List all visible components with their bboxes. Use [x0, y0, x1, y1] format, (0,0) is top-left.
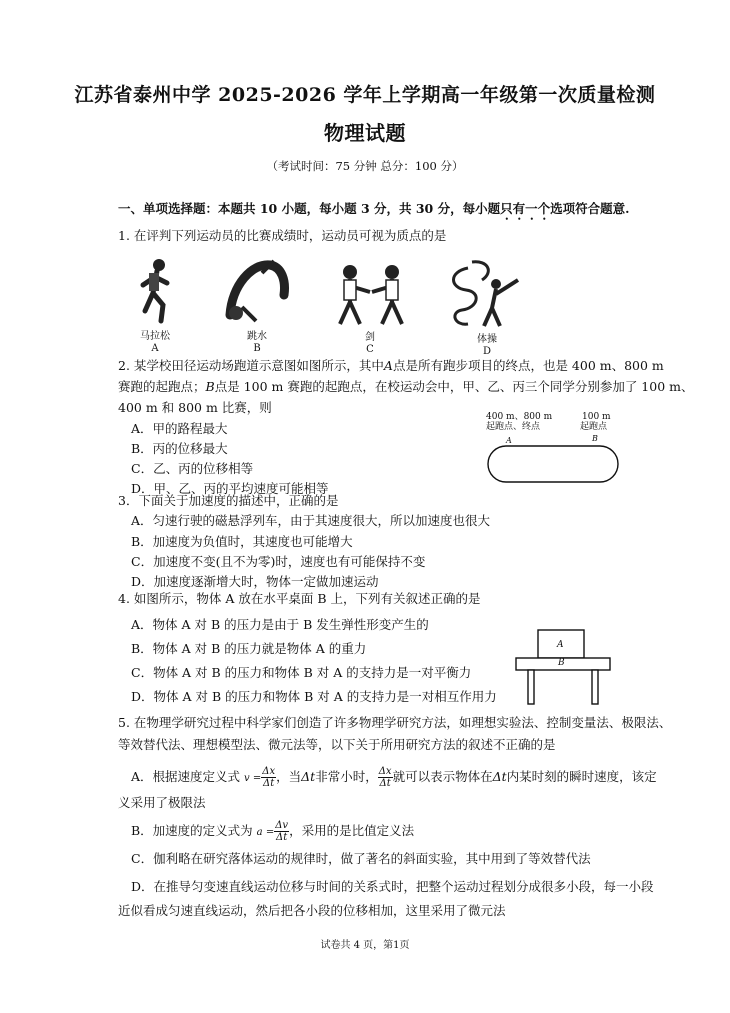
label-100m: 100 m [582, 412, 611, 422]
q3-option-a: A．匀速行驶的磁悬浮列车，由于其速度很大，所以加速度也很大 [131, 513, 491, 528]
label-100m-start: 起跑点 [580, 422, 608, 432]
ribbon-gymnast-icon [448, 258, 526, 330]
q2-track-figure [484, 412, 624, 488]
q1-caption-c: 剑 [365, 332, 375, 343]
q2-stem-line1: 2. 某学校田径运动场跑道示意图如图所示，其中A点是所有跑步项目的终点，也是 400 m、800 m [118, 358, 664, 373]
q1-image-diving [222, 255, 292, 354]
q5-option-b: B．加速度的定义式为 a = $\frac{\Delta v}{\Delta t}$ ，采用的是比值定义法 [131, 820, 415, 843]
q3-option-d: D．加速度逐渐增大时，物体一定做加速运动 [131, 574, 379, 589]
point-b: B [592, 434, 598, 443]
q5-stem-line2: 等效替代法、理想模型法、微元法等，以下关于所用研究方法的叙述不正确的是 [118, 737, 556, 752]
q1-letter-d: D [482, 346, 492, 357]
point-a: A [506, 436, 512, 445]
q1-caption-b: 跳水 [247, 331, 267, 342]
q1-letter-a: A [151, 343, 159, 354]
q4-stem: 4. 如图所示，物体 A 放在水平桌面 B 上，下列有关叙述正确的是 [118, 591, 481, 606]
q2-stem-line3: 400 m 和 800 m 比赛，则 [118, 400, 272, 415]
q3-stem: 3．下面关于加速度的描述中，正确的是 [118, 493, 339, 508]
q1-image-gymnastics [448, 258, 526, 357]
q5-option-d-line2: 近似看成匀速直线运动，然后把各小段的位移相加，这里采用了微元法 [118, 903, 506, 918]
q1-image-marathon [125, 255, 185, 354]
runner-icon [125, 255, 185, 327]
q2-option-a: A．甲的路程最大 [131, 421, 228, 436]
q1-caption-d: 体操 [477, 334, 497, 345]
acceleration-fraction: $\frac{\Delta v}{\Delta t}$ [275, 820, 289, 843]
q1-letter-c: C [366, 344, 374, 355]
subject-title: 物理试题 [324, 121, 406, 145]
q5-option-a-line1: A．根据速度定义式 v = $\frac{\Delta x}{\Delta t}$ ，当Δt非常小时， $\frac{\Delta x}{\Delta t}$ 就可以表示物体在Δt内某时刻的瞬时速度，该定 [131, 766, 657, 789]
q1-caption-a: 马拉松 [140, 331, 170, 342]
q5-option-c: C．伽利略在研究落体运动的规律时，做了著名的斜面实验，其中用到了等效替代法 [131, 851, 591, 866]
q1-letter-b: B [253, 343, 261, 354]
velocity-fraction-2: $\frac{\Delta x}{\Delta t}$ [378, 766, 392, 789]
q4-table-figure [514, 628, 612, 706]
exam-info: （考试时间：75 分钟 总分：100 分） [266, 159, 464, 173]
q5-stem-line1: 5. 在物理学研究过程中科学家们创造了许多物理学研究方法，如理想实验法、控制变量法、极限法、 [118, 715, 672, 730]
label-400m: 400 m、800 m [486, 412, 553, 422]
q2-option-c: C．乙、丙的位移相等 [131, 461, 254, 476]
q4-option-d: D．物体 A 对 B 的压力和物体 B 对 A 的支持力是一对相互作用力 [131, 689, 497, 704]
q5-option-d-line1: D．在推导匀变速直线运动位移与时间的关系式时，把整个运动过程划分成很多小段，每一小段 [131, 879, 654, 894]
q4-option-b: B．物体 A 对 B 的压力就是物体 A 的重力 [131, 641, 367, 656]
diver-icon [222, 255, 292, 327]
q4-option-c: C．物体 A 对 B 的压力和物体 B 对 A 的支持力是一对平衡力 [131, 665, 472, 680]
block-a-label: A [557, 640, 564, 650]
q3-option-c: C．加速度不变(且不为零)时，速度也有可能保持不变 [131, 554, 426, 569]
track-oval [484, 442, 624, 488]
q5-option-a-line2: 义采用了极限法 [118, 795, 206, 810]
label-start-finish: 起跑点、终点 [486, 422, 541, 432]
q2-option-d: D．甲、乙、丙的平均速度可能相等 [131, 481, 329, 496]
velocity-fraction: $\frac{\Delta x}{\Delta t}$ [262, 766, 276, 789]
page-footer: 试卷共 4 页，第1页 [320, 940, 410, 951]
q1-stem: 1. 在评判下列运动员的比赛成绩时，运动员可视为质点的是 [118, 228, 447, 243]
fencer-icon [330, 262, 410, 328]
q3-option-b: B．加速度为负值时，其速度也可能增大 [131, 534, 353, 549]
q2-option-b: B．丙的位移最大 [131, 441, 228, 456]
section-heading: 一、单项选择题：本题共 10 小题，每小题 3 分，共 30 分，每小题只有一个选项符合题意. [118, 201, 630, 216]
q4-option-a: A．物体 A 对 B 的压力是由于 B 发生弹性形变产生的 [131, 617, 429, 632]
table-b-label: B [558, 658, 565, 668]
exam-title: 江苏省泰州中学 2025-2026 学年上学期高一年级第一次质量检测 [74, 84, 656, 106]
q1-image-fencing [330, 262, 410, 355]
q2-stem-line2: 赛跑的起跑点；B点是 100 m 赛跑的起跑点，在校运动会中，甲、乙、丙三个同学分别参加了 100 m、 [118, 379, 694, 394]
